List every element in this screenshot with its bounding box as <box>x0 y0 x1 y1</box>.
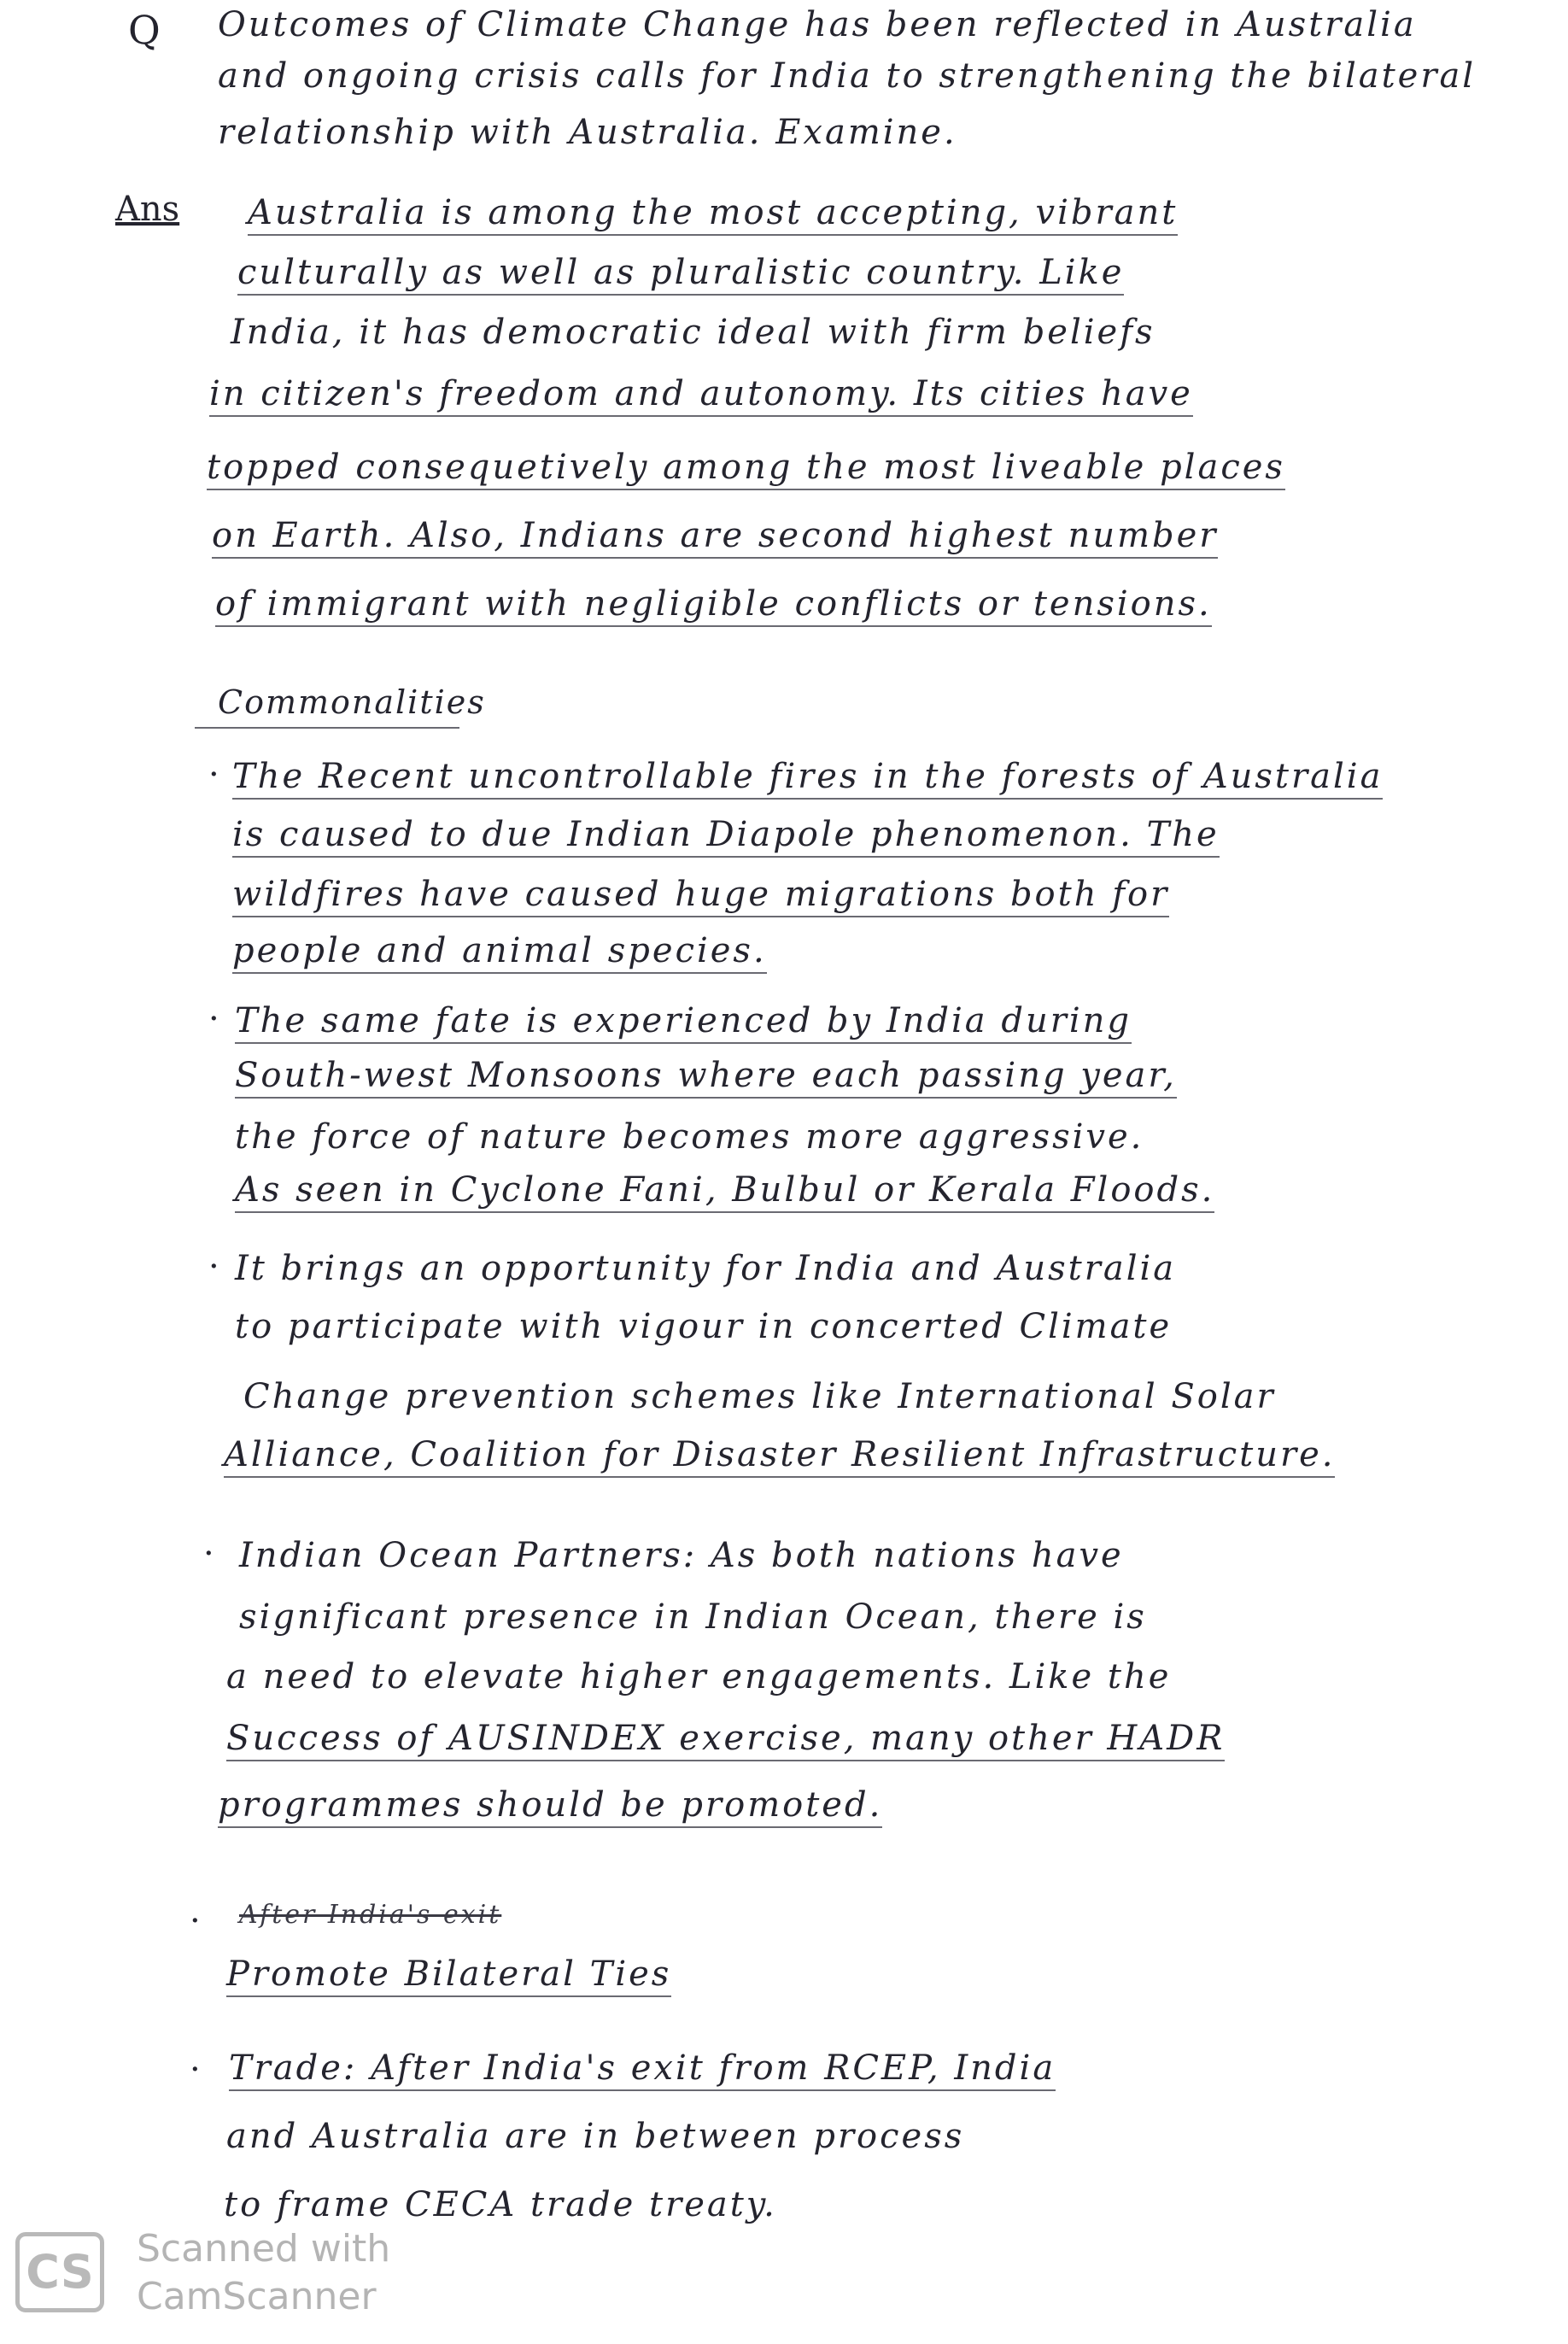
bullet-dot: · <box>203 1534 214 1573</box>
bullet-line: wildfires have caused huge migrations both for <box>232 875 1169 917</box>
bullet-line: South-west Monsoons where each passing year, <box>235 1056 1177 1099</box>
trade-line: to frame CECA trade treaty. <box>224 2185 777 2224</box>
intro-line: Australia is among the most accepting, vibrant <box>248 193 1178 236</box>
bullet-dot: · <box>208 999 219 1039</box>
intro-line: topped consequetively among the most liveable places <box>207 448 1285 490</box>
bullet-line: programmes should be promoted. <box>218 1785 882 1828</box>
bullet-dot: · <box>190 2050 201 2089</box>
bullet-line: a need to elevate higher engagements. Like the <box>226 1657 1172 1696</box>
bullet-line: The same fate is experienced by India during <box>235 1001 1132 1044</box>
intro-line: in citizen's freedom and autonomy. Its cities have <box>209 374 1193 417</box>
question-line: and ongoing crisis calls for India to strengthening the bilateral <box>218 56 1477 96</box>
question-line: relationship with Australia. Examine. <box>218 113 957 152</box>
heading-underline <box>195 727 459 729</box>
bullet-line: people and animal species. <box>232 931 767 974</box>
commonalities-heading: Commonalities <box>218 683 486 721</box>
bullet-line: As seen in Cyclone Fani, Bulbul or Kerala Floods. <box>235 1170 1214 1213</box>
watermark-line: Scanned with <box>137 2227 391 2271</box>
bullet-line: significant presence in Indian Ocean, there is <box>239 1597 1147 1637</box>
bullet-line: the force of nature becomes more aggressive. <box>235 1117 1144 1157</box>
bullet-line: Change prevention schemes like International Solar <box>243 1377 1276 1416</box>
question-line: Outcomes of Climate Change has been reflected in Australia <box>218 5 1417 44</box>
intro-line: on Earth. Also, Indians are second highest number <box>212 516 1218 559</box>
promote-heading: Promote Bilateral Ties <box>226 1954 671 1997</box>
question-marker: Q <box>128 7 161 53</box>
intro-line: of immigrant with negligible conflicts or tensions. <box>215 584 1212 627</box>
bullet-line: is caused to due Indian Diapole phenomenon. The <box>232 815 1220 858</box>
bullet-line: Alliance, Coalition for Disaster Resilient Infrastructure. <box>224 1435 1335 1478</box>
trade-line: and Australia are in between process <box>226 2117 965 2156</box>
bullet-line: Success of AUSINDEX exercise, many other HADR <box>226 1719 1225 1761</box>
camscanner-watermark <box>15 2225 417 2328</box>
bullet-line: Indian Ocean Partners: As both nations have <box>239 1536 1124 1575</box>
bullet-line: It brings an opportunity for India and Australia <box>235 1249 1177 1288</box>
bullet-dot: · <box>190 1902 201 1941</box>
trade-line: Trade: After India's exit from RCEP, India <box>229 2048 1056 2091</box>
camscanner-logo: CS <box>15 2232 104 2312</box>
bullet-dot: · <box>208 1247 219 1286</box>
bullet-line: to participate with vigour in concerted Climate <box>235 1307 1173 1346</box>
intro-line: culturally as well as pluralistic country. Like <box>237 253 1124 296</box>
intro-line: India, it has democratic ideal with firm beliefs <box>231 313 1156 352</box>
bullet-dot: · <box>208 755 219 794</box>
answer-label: Ans <box>115 190 180 229</box>
struck-text: After India's exit <box>239 1900 502 1930</box>
bullet-line: The Recent uncontrollable fires in the forests of Australia <box>232 757 1383 800</box>
watermark-line: CamScanner <box>137 2275 377 2318</box>
